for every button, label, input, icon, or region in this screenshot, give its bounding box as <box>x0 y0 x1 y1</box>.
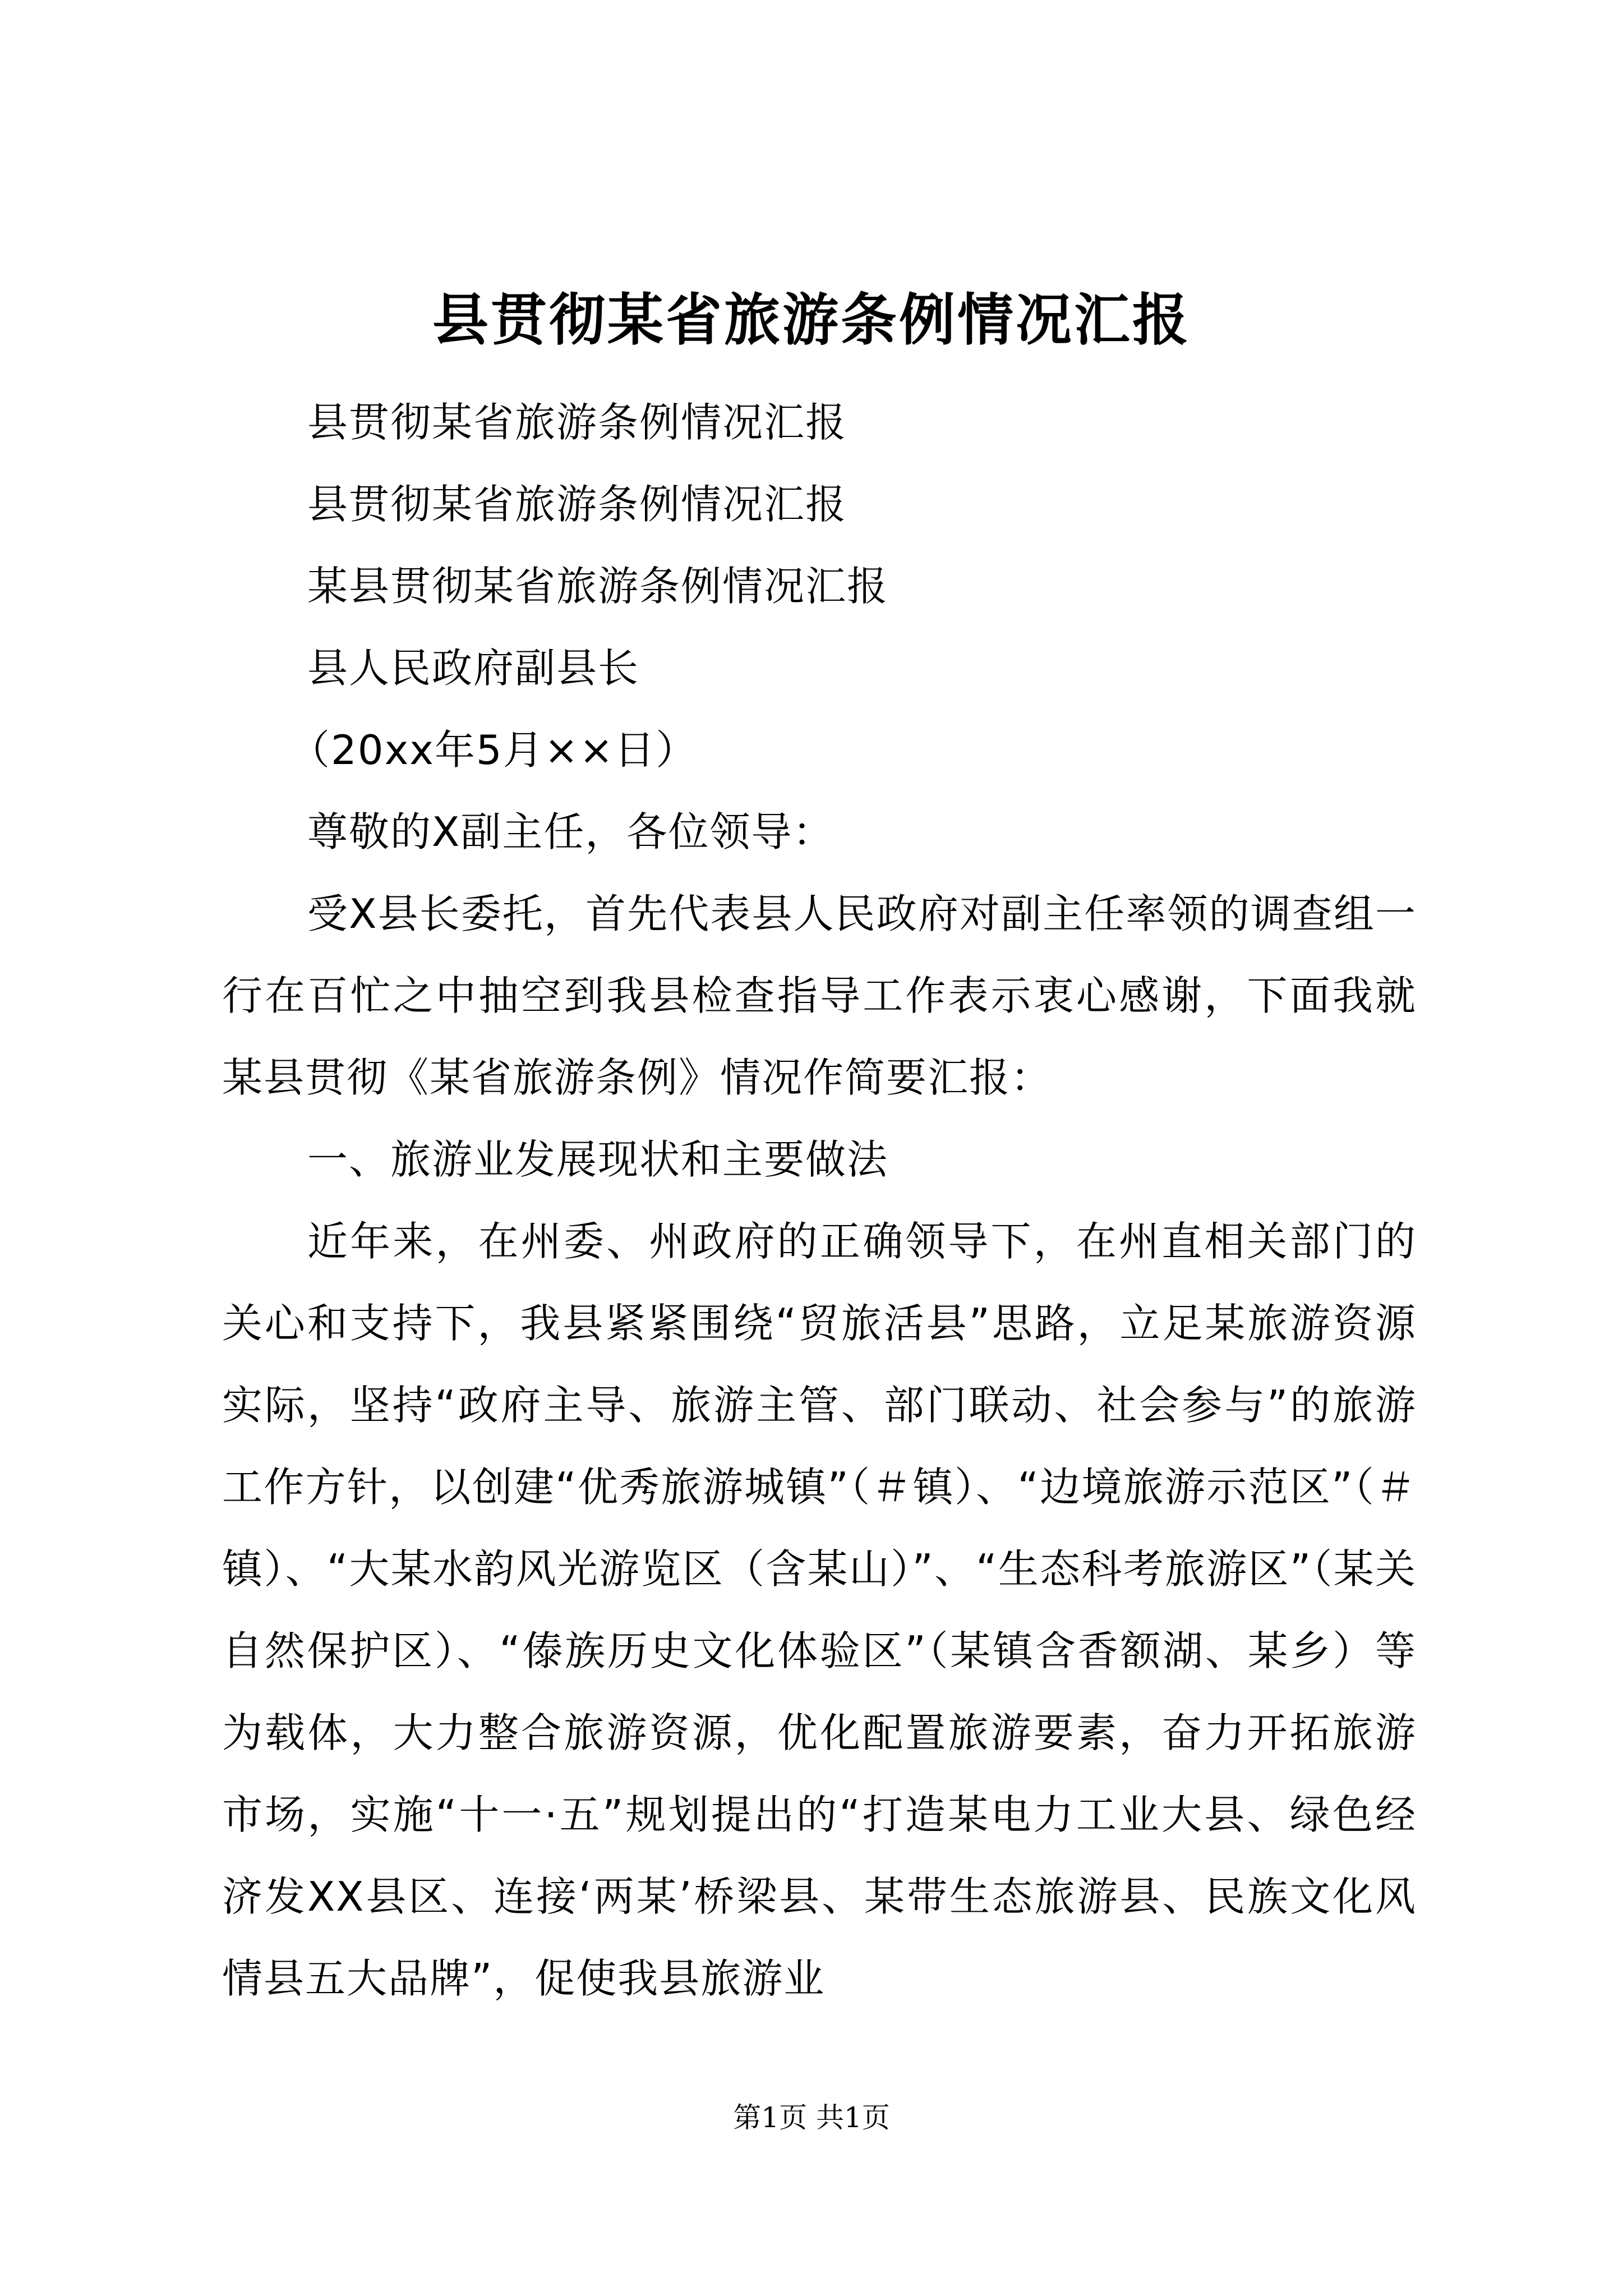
document-title: 县贯彻某省旅游条例情况汇报 <box>432 287 1191 353</box>
body-line-title-repeat-2: 县贯彻某省旅游条例情况汇报 <box>307 481 847 528</box>
page-number-footer: 第1页 共1页 <box>733 2101 890 2134</box>
body-paragraph-status: 近年来，在州委、州政府的正确领导下，在州直相关部门的关心和支持下，我县紧紧围绕“贸旅活县”思路，立足某旅游资源实际，坚持“政府主导、旅游主管、部门联动、社会参与”的旅游工作方针，以创建“优秀旅游城镇”（＃镇）、“边境旅游示范区”（＃镇）、“大某水韵风光游览区（含某山）”、“生态科考旅游区”（某关自然保护区）、“傣族历史文化体验区”（某镇含香额湖、某乡）等为载体，大力整合旅游资源，优化配置旅游要素，奋力开拓旅游市场，实施“十一·五”规划提出的“打造某电力工业大县、绿色经济发XX县区、连接‘两某’桥梁县、某带生态旅游县、民族文化风情县五大品牌”，促使我县旅游业 <box>222 1218 1417 2002</box>
body-line-salutation: 尊敬的X副主任，各位领导： <box>307 808 834 855</box>
body-line-speaker: 县人民政府副县长 <box>307 645 640 692</box>
body-line-date: （20xx年5月××日） <box>289 726 698 774</box>
body-line-subtitle: 某县贯彻某省旅游条例情况汇报 <box>307 563 889 610</box>
document-body <box>222 381 1417 2019</box>
body-paragraph-intro: 受X县长委托，首先代表县人民政府对副主任率领的调查组一行在百忙之中抽空到我县检查指导工作表示衷心感谢，下面我就某县贯彻《某省旅游条例》情况作简要汇报： <box>222 890 1417 1101</box>
body-line-title-repeat-1: 县贯彻某省旅游条例情况汇报 <box>307 399 847 446</box>
section-heading-1: 一、旅游业发展现状和主要做法 <box>307 1136 889 1183</box>
